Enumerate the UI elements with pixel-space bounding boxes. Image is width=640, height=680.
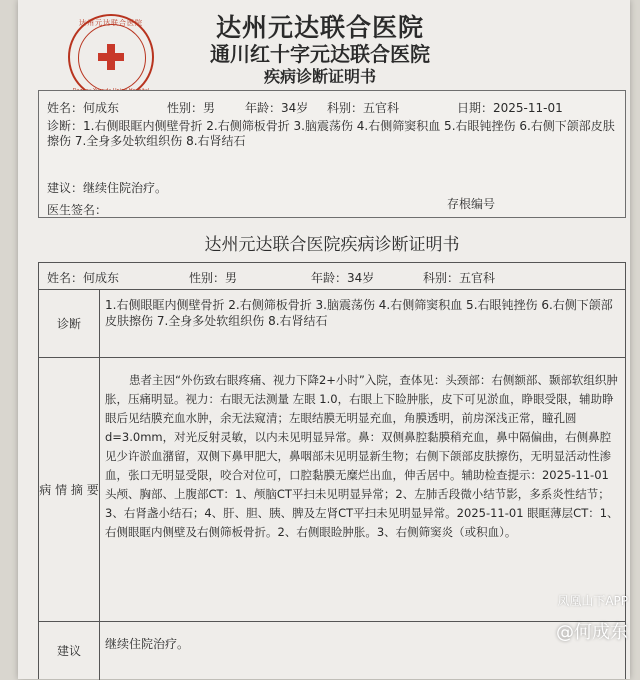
red-cross-icon [98,44,124,70]
diagnosis-table [38,262,626,679]
stub-section [38,90,626,218]
stub-advice: 建议：继续住院治疗。 [47,181,168,195]
stub-doctor-sign: 医生签名： [47,203,108,217]
hospital-logo [68,14,154,100]
diagnosis-text: 1.右侧眼眶内侧壁骨折 2.右侧筛板骨折 3.脑震荡伤 4.右侧筛窦积血 5.右眼钝挫伤 6.右侧下颌部皮肤擦伤 7.全身多处软组织伤 8.右肾结石 [105,298,613,328]
hospital-name: 达州元达联合医院 [215,13,424,42]
case-summary-row [39,357,625,622]
stub-age: 年龄：34岁 [245,101,309,115]
stub-diagnosis: 诊断：1.右侧眼眶内侧壁骨折 2.右侧筛板骨折 3.脑震荡伤 4.右侧筛窦积血 5.右眼钝挫伤 6.右侧下颌部皮肤擦伤 7.全身多处软组织伤 8.右肾结石 [47,119,615,148]
main-name: 姓名：何成东 [47,271,120,285]
watermark-author: @何成东 [556,622,628,643]
stub-gender: 性别：男 [167,101,216,115]
diagnosis-label: 诊断 [39,289,100,357]
advice-text: 继续住院治疗。 [105,637,190,651]
branch-name: 通川红十字元达联合医院 [210,42,430,66]
case-summary-text: 患者主因“外伤致右眼疼痛、视力下降2+小时”入院，查体见：头颈部：右侧额部、颞部软组织肿胀，压痛明显。视力：右眼无法测量 左眼 1.0，右眼上下睑肿胀，皮下可见淤血，睁眼受限，辅助睁眼后见结膜充血水肿，余无法窥清；左眼结膜无明显充血，角膜透明，前房深浅正常，瞳孔圆d=3.0mm，对光反射灵敏，以内未见明显异常。鼻：双侧鼻腔黏膜稍充血，鼻中隔偏曲，右侧鼻腔见少许淤血潴留，双侧下鼻甲肥大，鼻咽部未见明显新生物；右侧下颌部皮肤擦伤，无明显活动性渗血，张口无明显受限，咬合对位可，口腔黏膜无糜烂出血，伸舌居中。辅助检查提示：2025-11-01 头颅、胸部、上腹部CT：1、颅脑CT平扫未见明显异常；2、左肺舌段微小结节影，多系炎性结节；3、右肾盏小结石；4、肝、胆、胰、脾及左肾CT平扫未见明显异常。2025-11-01 眼眶薄层CT：1、右侧眼眶内侧壁及右侧筛板骨折。2、右侧眼睑肿胀。3、右侧筛窦炎（或积血）。 [105,373,619,539]
logo-top-text: 达州元达联合医院 [79,19,143,27]
main-title: 达州元达联合医院疾病诊断证明书 [204,235,460,255]
advice-row [39,621,625,680]
stub-archive-no: 存根编号 [447,197,496,211]
case-summary-label: 病 情 摘 要 [39,357,100,621]
main-dept: 科别：五官科 [423,271,496,285]
document-title: 疾病诊断证明书 [263,67,376,86]
diagnosis-row [39,289,625,358]
advice-label: 建议 [39,621,100,680]
stub-date: 日期：2025-11-01 [457,101,563,115]
watermark-app: 凤凰山下APP [557,594,628,608]
stub-dept: 科别：五官科 [327,101,400,115]
stub-name: 姓名：何成东 [47,101,120,115]
main-age: 年龄：34岁 [311,271,375,285]
main-gender: 性别：男 [189,271,238,285]
patient-info-row [39,263,625,290]
